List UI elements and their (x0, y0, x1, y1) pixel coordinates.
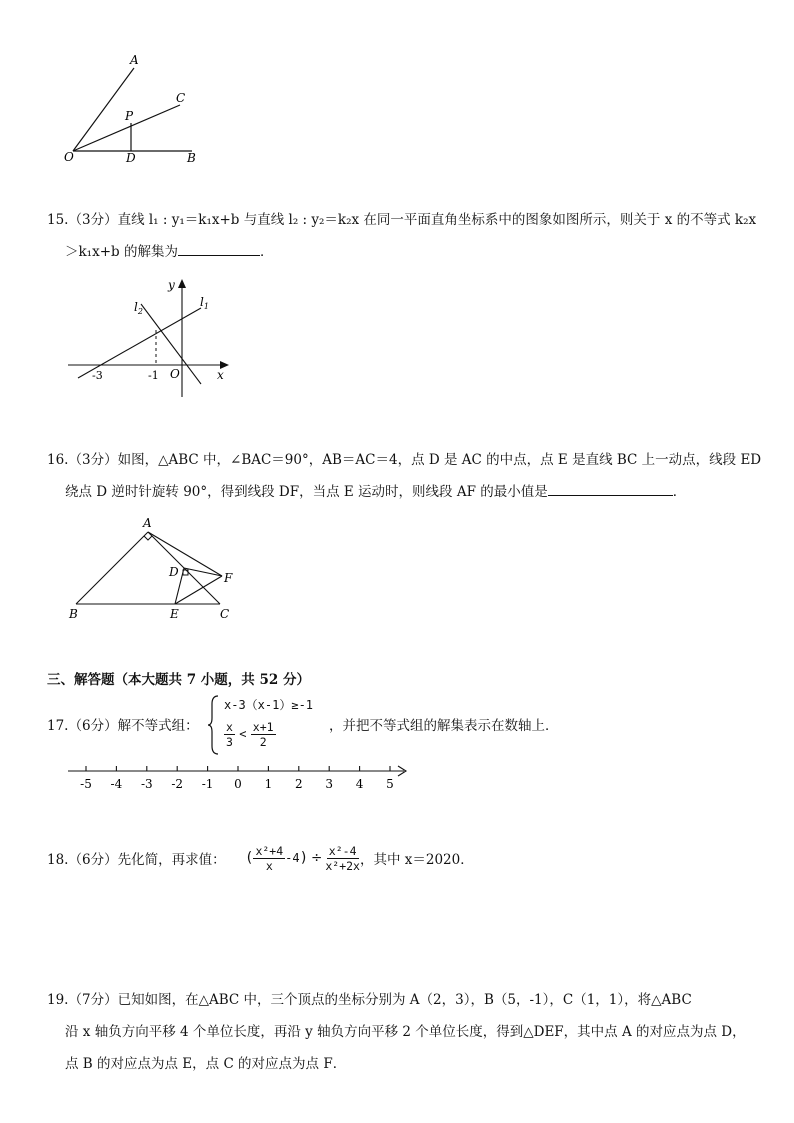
q17-ineq2-rden: 2 (259, 735, 267, 749)
q18-frac2-num: x²-4 (328, 843, 357, 858)
q16-line1: 如图，△ABC 中，∠BAC＝90°，AB＝AC＝4，点 D 是 AC 的中点，点 E 是直线 BC 上一动点，线段 ED (117, 452, 762, 468)
question-18: 18.（6分）先化简，再求值： ( $\frac{\text{x²+4}}{x}$ -4 ) ÷ $\frac{\text{x²-4}}{\text{x²+2x}}$ ，其中 x＝2020． (47, 843, 474, 873)
line-l1 (78, 308, 201, 378)
q18-divide: ÷ (311, 850, 323, 866)
label-y: y (168, 278, 175, 292)
q18-frac1-num: x²+4 (255, 843, 284, 858)
question-16 (47, 444, 762, 508)
label-d: D (126, 151, 136, 165)
number-line-tick-label: -4 (110, 777, 123, 791)
q18-frac2-den: x²+2x (325, 858, 360, 873)
q18-number: 18. (47, 852, 69, 868)
q15-end: ． (259, 244, 274, 260)
figure-angle-bisector (55, 50, 215, 170)
q17-ineq2-op: < (239, 727, 247, 741)
q17-inequality-2 (224, 720, 276, 749)
number-line-tick-label: 3 (325, 777, 334, 791)
q17-tail: ，并把不等式组的解集表示在数轴上． (329, 718, 559, 734)
q18-tail: ，其中 x＝2020． (359, 852, 474, 868)
label-x: x (217, 368, 224, 382)
label-origin: O (170, 367, 180, 381)
q18-minus: -4 (285, 851, 300, 865)
right-angle-a (144, 536, 152, 540)
q17-ineq2-den: 3 (226, 735, 233, 749)
label-e: E (170, 607, 179, 621)
q16-end: ． (672, 484, 687, 500)
label-c: C (220, 607, 230, 621)
q19-line2: 沿 x 轴负方向平移 4 个单位长度，再沿 y 轴负方向平移 2 个单位长度，得到△DEF，其中点 A 的对应点为点 D， (65, 1024, 746, 1040)
number-line-tick-label: 4 (355, 777, 364, 791)
q19-score: （7分） (68, 992, 118, 1008)
q18-frac1-den: x (265, 858, 273, 873)
q17-lead: 解不等式组： (117, 718, 199, 734)
q15-score: （3分） (68, 212, 118, 228)
number-line-tick-label: -1 (201, 777, 214, 791)
label-d: D (169, 565, 179, 579)
q15-line2: ＞k₁x+b 的解集为 (65, 244, 178, 260)
number-line-ticks (80, 766, 394, 791)
label-a: A (143, 516, 152, 530)
q19-line1: 已知如图，在△ABC 中，三个顶点的坐标分别为 A（2，3），B（5，-1），C（1，1），将△ABC (117, 992, 692, 1008)
number-line (60, 758, 420, 798)
label-o: O (64, 150, 74, 164)
q15-answer-blank[interactable] (178, 241, 260, 256)
q16-answer-blank[interactable] (548, 481, 673, 496)
label-f: F (224, 571, 233, 585)
tick-m3: -3 (92, 369, 103, 382)
question-19 (47, 984, 757, 1080)
number-line-tick-label: -2 (171, 777, 184, 791)
q17-score: （6分） (68, 718, 118, 734)
label-l2: $l_2$ (134, 300, 143, 316)
q17-inequality-1: x-3（x-1）≥-1 (224, 698, 314, 712)
q16-score: （3分） (68, 452, 118, 468)
label-l1: $l_1$ (200, 295, 209, 311)
y-axis-arrow (178, 279, 186, 288)
q19-line3: 点 B 的对应点为点 E，点 C 的对应点为点 F． (65, 1056, 347, 1072)
number-line-tick-label: 5 (386, 777, 394, 791)
q15-number: 15. (47, 212, 69, 228)
q18-score: （6分） (68, 852, 118, 868)
q16-number: 16. (47, 452, 69, 468)
figure-q16-triangle (60, 510, 250, 630)
label-a: A (130, 53, 139, 67)
q19-number: 19. (47, 992, 69, 1008)
label-b: B (69, 607, 78, 621)
q17-number: 17. (47, 718, 69, 734)
side-ab (76, 532, 148, 604)
q17-ineq2-num: x (226, 720, 233, 734)
number-line-tick-label: 2 (294, 777, 303, 791)
q17-ineq2-rnum: x+1 (252, 720, 274, 734)
question-17 (47, 692, 767, 762)
number-line-tick-label: -5 (80, 777, 92, 791)
q16-line2: 绕点 D 逆时针旋转 90°，得到线段 DF，当点 E 运动时，则线段 AF 的最小值是 (65, 484, 548, 500)
number-line-tick-label: 0 (234, 777, 242, 791)
label-c: C (176, 91, 186, 105)
number-line-tick-label: 1 (264, 777, 273, 791)
q18-lead: 先化简，再求值： (117, 852, 226, 868)
section-heading: 三、解答题（本大题共 7 小题，共 52 分） (47, 672, 310, 688)
q15-line1: 直线 l₁ : y₁＝k₁x+b 与直线 l₂ : y₂＝k₂x 在同一平面直角坐标系中的图象如图所示，则关于 x 的不等式 k₂x (117, 212, 757, 228)
label-p: P (125, 109, 134, 123)
number-line-tick-label: -3 (140, 777, 153, 791)
question-15 (47, 204, 757, 268)
tick-m1: -1 (148, 369, 159, 382)
label-b: B (187, 151, 196, 165)
segment-ef (175, 576, 222, 604)
system-brace (208, 694, 220, 756)
figure-q15-lines (60, 275, 240, 405)
